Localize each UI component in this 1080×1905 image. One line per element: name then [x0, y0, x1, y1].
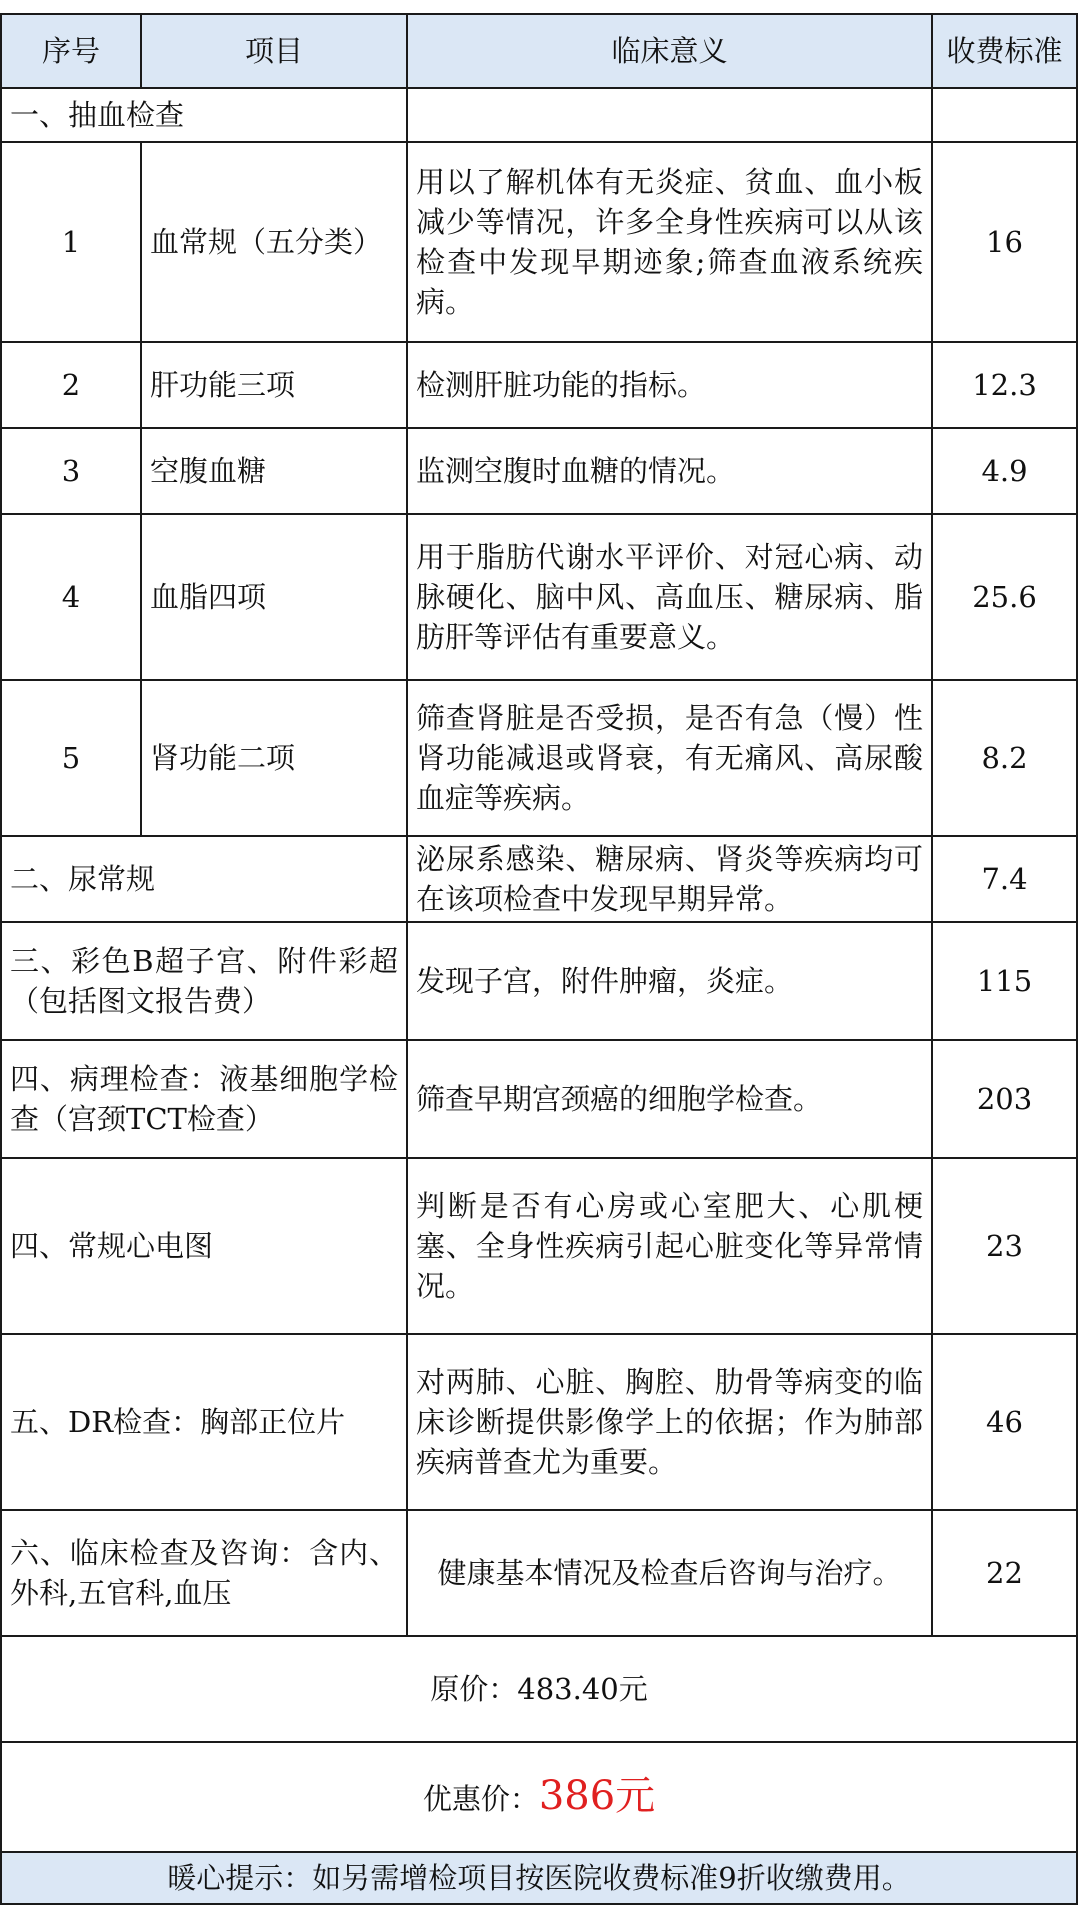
row-meaning: 用于脂肪代谢水平评价、对冠心病、动脉硬化、脑中风、高血压、糖尿病、脂肪肝等评估有重要意义。 [407, 514, 932, 680]
original-price: 原价：483.40元 [1, 1636, 1077, 1742]
table-row [1, 1510, 1077, 1636]
row-index: 2 [1, 342, 141, 428]
row-fee: 8.2 [932, 680, 1077, 836]
table-row [1, 428, 1077, 514]
table-row [1, 1040, 1077, 1158]
table-row [1, 836, 1077, 922]
promo-price-row [1, 1742, 1077, 1852]
section-row [1, 88, 1077, 142]
table-row [1, 680, 1077, 836]
table-row [1, 1334, 1077, 1510]
table-header-row [1, 14, 1077, 88]
row-meaning: 对两肺、心脏、胸腔、肋骨等病变的临床诊断提供影像学上的依据；作为肺部疾病普查尤为重要。 [407, 1334, 932, 1510]
row-meaning: 判断是否有心房或心室肥大、心肌梗塞、全身性疾病引起心脏变化等异常情况。 [407, 1158, 932, 1334]
tip-row [1, 1852, 1077, 1904]
row-index: 5 [1, 680, 141, 836]
row-fee: 23 [932, 1158, 1077, 1334]
row-fee: 12.3 [932, 342, 1077, 428]
row-meaning: 筛查早期宫颈癌的细胞学检查。 [407, 1040, 932, 1158]
promo-price-cell [1, 1742, 1077, 1852]
header-item: 项目 [141, 14, 407, 88]
row-item: 四、病理检查：液基细胞学检查（宫颈TCT检查） [1, 1040, 407, 1158]
row-fee: 16 [932, 142, 1077, 342]
table-row [1, 142, 1077, 342]
row-index: 1 [1, 142, 141, 342]
row-item: 四、常规心电图 [1, 1158, 407, 1334]
row-meaning: 用以了解机体有无炎症、贫血、血小板减少等情况，许多全身性疾病可以从该检查中发现早期迹象;筛查血液系统疾病。 [407, 142, 932, 342]
row-item: 六、临床检查及咨询：含内、外科,五官科,血压 [1, 1510, 407, 1636]
row-meaning: 发现子宫，附件肿瘤，炎症。 [407, 922, 932, 1040]
table-row [1, 514, 1077, 680]
row-item: 血脂四项 [141, 514, 407, 680]
row-item: 三、彩色B超子宫、附件彩超（包括图文报告费） [1, 922, 407, 1040]
row-item: 肾功能二项 [141, 680, 407, 836]
row-item: 血常规（五分类） [141, 142, 407, 342]
promo-price: 386元 [538, 1772, 656, 1819]
promo-label: 优惠价： [422, 1781, 539, 1816]
tip-text: 暖心提示：如另需增检项目按医院收费标准9折收缴费用。 [1, 1852, 1077, 1904]
row-index: 3 [1, 428, 141, 514]
empty-cell [407, 88, 932, 142]
empty-cell [932, 88, 1077, 142]
table-row [1, 922, 1077, 1040]
row-meaning: 健康基本情况及检查后咨询与治疗。 [407, 1510, 932, 1636]
row-item: 空腹血糖 [141, 428, 407, 514]
checkup-price-table [0, 13, 1078, 1905]
row-item: 肝功能三项 [141, 342, 407, 428]
section-title-blood: 一、抽血检查 [1, 88, 407, 142]
row-meaning: 泌尿系感染、糖尿病、肾炎等疾病均可在该项检查中发现早期异常。 [407, 836, 932, 922]
row-fee: 7.4 [932, 836, 1077, 922]
row-meaning: 筛查肾脏是否受损，是否有急（慢）性肾功能减退或肾衰，有无痛风、高尿酸血症等疾病。 [407, 680, 932, 836]
header-fee: 收费标准 [932, 14, 1077, 88]
row-item: 二、尿常规 [1, 836, 407, 922]
row-fee: 203 [932, 1040, 1077, 1158]
original-price-row [1, 1636, 1077, 1742]
header-index: 序号 [1, 14, 141, 88]
table-row [1, 342, 1077, 428]
row-meaning: 监测空腹时血糖的情况。 [407, 428, 932, 514]
row-item: 五、DR检查：胸部正位片 [1, 1334, 407, 1510]
row-fee: 46 [932, 1334, 1077, 1510]
row-fee: 22 [932, 1510, 1077, 1636]
table-row [1, 1158, 1077, 1334]
row-fee: 115 [932, 922, 1077, 1040]
row-fee: 4.9 [932, 428, 1077, 514]
row-meaning: 检测肝脏功能的指标。 [407, 342, 932, 428]
row-index: 4 [1, 514, 141, 680]
row-fee: 25.6 [932, 514, 1077, 680]
header-meaning: 临床意义 [407, 14, 932, 88]
